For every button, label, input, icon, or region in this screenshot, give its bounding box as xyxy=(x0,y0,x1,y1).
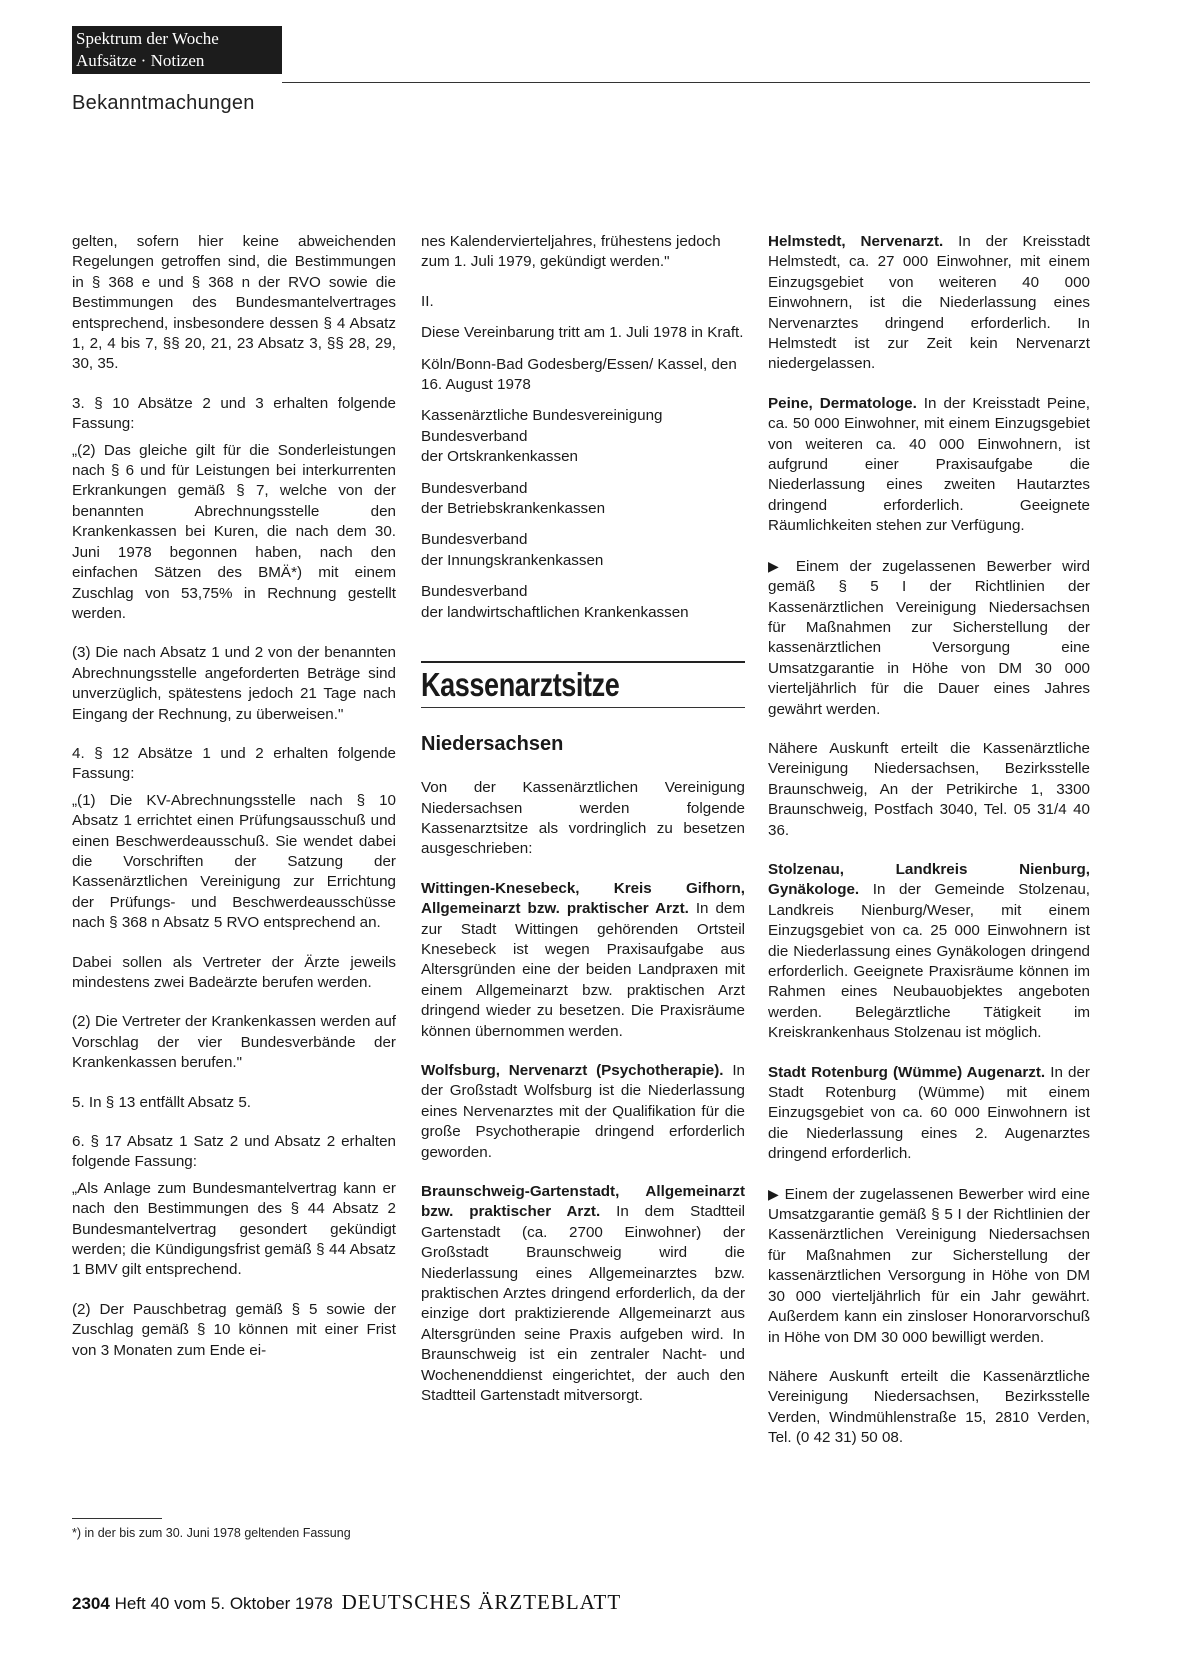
signatory-2 xyxy=(421,479,745,520)
listing-text: In der Stadt Rotenburg (Wümme) mit einem Einzugsgebiet von ca. 60 000 Einwohnern ist die Niederlassung eines 2. Augenarztes dringend erforderlich. xyxy=(768,1063,1090,1163)
note-paragraph xyxy=(768,556,1090,720)
signatory-line: Kassenärztliche Bundesvereinigung xyxy=(421,407,663,425)
column-1 xyxy=(72,232,396,1372)
contact-info: Nähere Auskunft erteilt die Kassenärztliche Vereinigung Niedersachsen, Bezirksstelle Braunschweig, An der Petrikirche 1, 3300 Braunschweig, Postfach 3040, Tel. 05 31/4 40 36. xyxy=(768,739,1090,839)
signatory-line: der Innungskrankenkassen xyxy=(421,551,604,569)
section-header-box xyxy=(72,26,282,74)
listing-title: Helmstedt, Nervenarzt. xyxy=(768,233,944,250)
listing-title: Wolfsburg, Nervenarzt (Psychotherapie). xyxy=(421,1061,724,1079)
listing-text: In der Kreisstadt Peine, ca. 50 000 Einwohner, mit einem Einzugsgebiet von weiteren ca. 40 000 Einwohnern, ist aufgrund einer Praxisaufgabe die Niederlassung eines zweiten Hautarztes dringend erforderlich. Geeignete Räumlichkeiten stehen zur Verfügung. xyxy=(768,394,1090,535)
listing-title: Braunschweig-Gartenstadt, Allgemeinarzt bzw. praktischer Arzt. xyxy=(421,1183,745,1221)
contact-info: Nähere Auskunft erteilt die Kassenärztliche Vereinigung Niedersachsen, Bezirksstelle Verden, Windmühlenstraße 15, 2810 Verden, Tel. (0 42 31) 50 08. xyxy=(768,1367,1090,1447)
listing-title: Peine, Dermatologe. xyxy=(768,394,917,412)
section-heading: Kassenarztsitze xyxy=(421,666,620,704)
paragraph: (2) Die Vertreter der Krankenkassen werden auf Vorschlag der vier Bundesverbände der Krankenkassen berufen." xyxy=(72,1013,396,1072)
subsection-heading: Niedersachsen xyxy=(421,733,564,756)
signatory-4 xyxy=(421,582,745,623)
page-footer xyxy=(72,1590,621,1615)
signatory-1 xyxy=(421,406,745,467)
paragraph: 4. § 12 Absätze 1 und 2 erhalten folgende Fassung: xyxy=(72,744,396,783)
issue-info: Heft 40 vom 5. Oktober 1978 xyxy=(114,1594,333,1613)
paragraph: 5. In § 13 entfällt Absatz 5. xyxy=(72,1093,251,1111)
paragraph: „(1) Die KV-Abrechnungsstelle nach § 10 Absatz 1 errichtet einen Prüfungsausschuß und einen Beschwerdeausschuß. Sie wendet dabei die Vorschriften der Satzung der Kassenärztlichen Vereinigung zur Errichtung der Prüfungs- und Beschwerdeausschüsse nach § 368 n Absatz 5 RVO entsprechend an. xyxy=(72,791,396,932)
paragraph: (2) Der Pauschbetrag gemäß § 5 sowie der Zuschlag gemäß § 10 können mit einer Frist von 3 Monaten zum Ende ei- xyxy=(72,1300,396,1359)
paragraph: „Als Anlage zum Bundesmantelvertrag kann er nach den Bestimmungen des § 44 Absatz 2 Bundesmantelvertrag gesondert gekündigt werden; die Kündigungsfrist gemäß § 44 Absatz 1 BMV gilt entsprechend. xyxy=(72,1179,396,1279)
listing-text: In der Großstadt Wolfsburg ist die Niederlassung eines Nervenarztes mit der Qualifikation für die große Psychotherapie dringend erforderlich geworden. xyxy=(421,1061,745,1161)
signatory-line: der Betriebskrankenkassen xyxy=(421,500,606,518)
journal-name: DEUTSCHES ÄRZTEBLATT xyxy=(341,1590,622,1614)
listing-title: Wittingen-Knesebeck, Kreis Gifhorn, Allgemeinarzt bzw. praktischer Arzt. xyxy=(421,879,745,918)
listing-entry xyxy=(421,879,745,1042)
signatory-line: Bundesverband xyxy=(421,531,528,549)
footnote: *) in der bis zum 30. Juni 1978 geltenden Fassung xyxy=(72,1526,351,1540)
paragraph: II. xyxy=(421,292,434,310)
footnote-rule xyxy=(72,1518,162,1519)
triangle-bullet-icon: ▶ xyxy=(768,1185,780,1202)
column-2 xyxy=(421,232,745,1417)
listing-entry xyxy=(768,394,1090,537)
note-text: Einem der zugelassenen Bewerber wird gemäß § 5 I der Richtlinien der Kassenärztlichen Vereinigung Niedersachsen für Maßnahmen zur Sicherstellung der kassenärztlichen Versorgung eine Umsatzgarantie in Höhe von DM 30 000 vierteljährlich für die Dauer eines Jahres gewährt werden. xyxy=(768,557,1090,718)
listing-text: In dem Stadtteil Gartenstadt (ca. 2700 Einwohner) der Großstadt Braunschweig wird die Niederlassung eines Allgemeinarztes bzw. praktischen Arztes dringend erforderlich, da der einzige dort praktizierende Allgemeinarzt aus Altersgründen seine Praxis aufgeben wird. In Braunschweig ist ein zentraler Nacht- und Wochenenddienst eingerichtet, der auch den Stadtteil Gartenstadt mitversorgt. xyxy=(421,1203,745,1405)
signatory-line: der Ortskrankenkassen xyxy=(421,448,579,466)
paragraph: Dabei sollen als Vertreter der Ärzte jeweils mindestens zwei Badeärzte berufen werden. xyxy=(72,953,396,991)
listing-entry xyxy=(768,1063,1090,1165)
listing-title: Stadt Rotenburg (Wümme) Augenarzt. xyxy=(768,1063,1046,1081)
header-rule xyxy=(282,82,1090,83)
listing-entry xyxy=(421,1061,745,1163)
paragraph: Köln/Bonn-Bad Godesberg/Essen/ Kassel, den 16. August 1978 xyxy=(421,355,737,394)
paragraph: nes Kalendervierteljahres, frühestens jedoch zum 1. Juli 1979, gekündigt werden." xyxy=(421,233,721,271)
column-3 xyxy=(768,232,1090,1460)
listing-entry xyxy=(768,232,1090,375)
paragraph: (3) Die nach Absatz 1 und 2 von der benannten Abrechnungsstelle angeforderten Beträge sind unverzüglich, spätestens jedoch 21 Tage nach Eingang der Rechnung, zu überweisen." xyxy=(72,644,396,723)
signatory-line: Bundesverband xyxy=(421,479,528,497)
heading-rule-top xyxy=(421,661,745,663)
signatory-line: Bundesverband xyxy=(421,427,528,445)
listing-text: In der Kreisstadt Helmstedt, ca. 27 000 Einwohner, mit einem Einzugsgebiet von weiteren 40 000 Einwohnern, ist die Niederlassung eines Nervenarztes dringend erforderlich. In Helmstedt ist zur Zeit kein Nervenarzt niedergelassen. xyxy=(768,233,1090,373)
listing-entry xyxy=(768,860,1090,1044)
signatory-line: der landwirtschaftlichen Krankenkassen xyxy=(421,603,689,621)
paragraph: Von der Kassenärztlichen Vereinigung Niedersachsen werden folgende Kassenarztsitze als vordringlich zu besetzen ausgeschrieben: xyxy=(421,779,745,858)
signatory-3 xyxy=(421,530,745,571)
paragraph: Diese Vereinbarung tritt am 1. Juli 1978 in Kraft. xyxy=(421,324,744,342)
section-title: Bekanntmachungen xyxy=(72,92,255,114)
note-paragraph xyxy=(768,1184,1090,1348)
listing-entry xyxy=(421,1182,745,1406)
paragraph: gelten, sofern hier keine abweichenden Regelungen getroffen sind, die Bestimmungen in § 368 e und § 368 n der RVO sowie die Bestimmungen des Bundesmantelvertrages entsprechend, insbesondere dessen § 4 Absatz 1, 2, 4 bis 7, §§ 20, 21, 23 Absatz 3, §§ 28, 29, 30, 35. xyxy=(72,233,396,373)
header-line-1: Spektrum der Woche xyxy=(76,29,219,48)
paragraph: 3. § 10 Absätze 2 und 3 erhalten folgende Fassung: xyxy=(72,394,396,433)
heading-rule-bottom xyxy=(421,707,745,708)
listing-text: In der Gemeinde Stolzenau, Landkreis Nienburg/Weser, mit einem Einzugsgebiet von ca. 25 000 Einwohnern ist die Niederlassung eines Gynäkologen dringend erforderlich. Geeignete Praxisräume können im Rahmen eines Neubauobjektes angeboten werden. Belegärztliche Tätigkeit im Kreiskrankenhaus Stolzenau ist möglich. xyxy=(768,881,1090,1042)
header-line-2: Aufsätze · Notizen xyxy=(76,51,205,70)
note-text: Einem der zugelassenen Bewerber wird eine Umsatzgarantie gemäß § 5 I der Richtlinien der Kassenärztlichen Vereinigung Niedersachsen für Maßnahmen zur Sicherstellung der kassenärztlichen Versorgung in Höhe von DM 30 000 vierteljährlich für ein Jahr gewährt. Außerdem kann ein zinsloser Honorarvorschuß in Höhe von DM 30 000 bewilligt werden. xyxy=(768,1185,1090,1346)
listing-text: In dem zur Stadt Wittingen gehörenden Ortsteil Knesebeck ist wegen Praxisaufgabe aus Altersgründen eine der beiden Landpraxen mit einem Allgemeinarzt bzw. praktischen Arzt dringend wieder zu besetzen. Die Praxisräume können übernommen werden. xyxy=(421,900,745,1040)
paragraph: 6. § 17 Absatz 1 Satz 2 und Absatz 2 erhalten folgende Fassung: xyxy=(72,1133,396,1171)
signatory-line: Bundesverband xyxy=(421,583,528,601)
paragraph: „(2) Das gleiche gilt für die Sonderleistungen nach § 6 und für Leistungen bei interkurrenten Erkrankungen gemäß § 7, welche von der benannten Abrechnungsstelle den Krankenkassen bei Kuren, die nach dem 30. Juni 1978 begonnen haben, nach den einfachen Sätzen des BMÄ*) mit einem Zuschlag von 53,75% in Rechnung gestellt werden. xyxy=(72,441,396,622)
page-number: 2304 xyxy=(72,1594,110,1613)
triangle-bullet-icon: ▶ xyxy=(768,557,786,574)
listing-title: Stolzenau, Landkreis Nienburg, Gynäkologe. xyxy=(768,860,1090,899)
